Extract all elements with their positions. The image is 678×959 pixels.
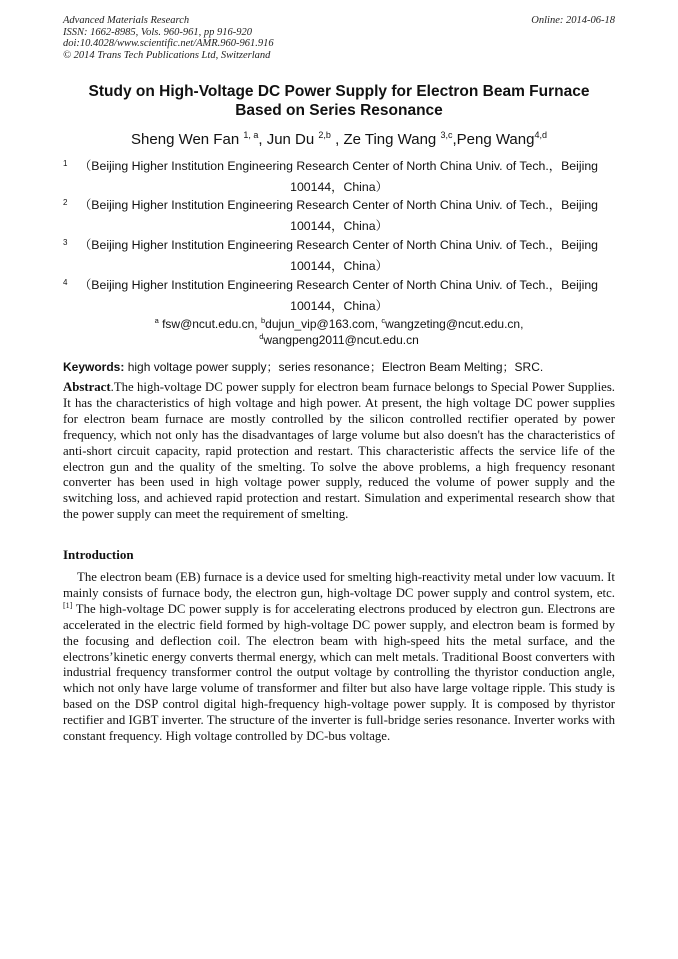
abstract-label: Abstract [63,380,111,394]
affiliation-line-1: （Beijing Higher Institution Engineering Research Center of North China Univ. of Tech.，Beijing [79,238,599,252]
issn-line: ISSN: 1662-8985, Vols. 960-961, pp 916-920 [63,26,252,38]
author-name: Ze Ting Wang [343,131,437,148]
keywords-label: Keywords: [63,360,125,374]
affiliation [63,157,615,196]
author-superscript: 1, a [243,130,259,140]
email-address: fsw@ncut.edu.cn, [158,317,261,331]
abstract [63,380,615,523]
author-separator: , [452,131,457,148]
affiliation-line-1: （Beijing Higher Institution Engineering Research Center of North China Univ. of Tech.，Beijing [79,198,599,212]
email-superscript: d [259,332,264,341]
email-address: dujun_vip@163.com, [265,317,382,331]
author-name: Jun Du [266,131,315,148]
title-line-2: Based on Series Resonance [235,102,443,119]
affiliation [63,236,615,275]
author-emails [60,316,618,348]
online-date: Online: 2014-06-18 [531,15,615,26]
introduction-paragraph [63,570,615,745]
abstract-text: .The high-voltage DC power supply for electron beam furnace belongs to Special Power Supplies. It has the characteristics of high voltage and high power. At present, the high voltage DC power supplies for electron beam furnace are mostly controlled by the silicon controlled rectifier operated by power frequency, which not only has the disadvantages of large volume but also doesn't has the characteristics of anti-short circuit capacity, rapid protection and restart. This characteristic affects the service life of the electron gun and the quality of the smelting. To solve the above problems, a high frequency resonant converter has been used in high voltage power supply, reduced the volume of power supply and the switching loss, and achieved rapid protection and restart. Simulation and experimental research show that the power supply can meet the requirement of smelting. [63,380,615,522]
email-superscript: c [381,316,386,325]
journal-header [63,15,274,61]
paper-title [60,82,618,120]
title-line-1: Study on High-Voltage DC Power Supply for Electron Beam Furnace [88,83,590,100]
citation-reference: [1] [63,600,73,610]
email-superscript: a [154,316,159,325]
copyright-line: © 2014 Trans Tech Publications Ltd, Switzerland [63,49,271,61]
affiliation-line-2: 100144，China） [290,298,388,313]
author-superscript: 2,b [318,130,331,140]
author-separator: , [330,131,344,148]
affiliation [63,196,615,235]
affiliation [63,276,615,315]
author-superscript: 4,d [534,130,547,140]
email-address: wangpeng2011@ncut.edu.cn [263,333,419,347]
affiliation-number: 1 [63,159,68,168]
email-superscript: b [260,316,266,325]
journal-name: Advanced Materials Research [63,15,190,26]
author-list [40,131,638,149]
affiliation-number: 3 [63,238,68,247]
section-heading: Introduction [63,547,134,562]
affiliation-line-2: 100144，China） [290,218,388,233]
affiliation-line-1: （Beijing Higher Institution Engineering Research Center of North China Univ. of Tech.，Beijing [79,278,599,292]
keywords-text: high voltage power supply；series resonance；Electron Beam Melting；SRC. [124,360,544,374]
keywords [63,358,543,375]
intro-text: The electron beam (EB) furnace is a device used for smelting high-reactivity metal under low vacuum. It mainly consists of furnace body, the electron gun, high-voltage DC power supply and control system, etc. [63,570,615,600]
affiliation-line-2: 100144，China） [290,179,388,194]
author-name: Sheng Wen Fan [131,131,240,148]
affiliation-number: 4 [63,278,68,287]
author-separator: , [258,131,267,148]
affiliation-number: 2 [63,198,68,207]
affiliation-line-1: （Beijing Higher Institution Engineering Research Center of North China Univ. of Tech.，Beijing [79,159,599,173]
author-name: Peng Wang [456,131,535,148]
intro-text: The high-voltage DC power supply is for accelerating electrons produced by electron gun. Electrons are accelerated in the electric field formed by high-voltage DC power supply, and electron beam is formed by the focusing and deflection coil. The electron beam with high-speed hits the metal surface, and the electrons’kinetic energy converts thermal energy, which can melt metals. Traditional Boost converters with industrial frequency transformer control the output voltage by controlling the thyristor conduction angle, which not only have large volume of transformer and filter but also have large voltage ripple. This study is based on the DSP control digital high-frequency high-voltage power supply. It is composed by thyristor rectifier and IGBT inverter. The structure of the inverter is full-bridge series resonance. Inverter works with constant frequency. High voltage controlled by DC-bus voltage. [63,601,615,744]
doi-line: doi:10.4028/www.scientific.net/AMR.960-961.916 [63,38,274,50]
affiliation-line-2: 100144，China） [290,258,388,273]
email-address: wangzeting@ncut.edu.cn, [385,317,524,331]
author-superscript: 3,c [440,130,453,140]
